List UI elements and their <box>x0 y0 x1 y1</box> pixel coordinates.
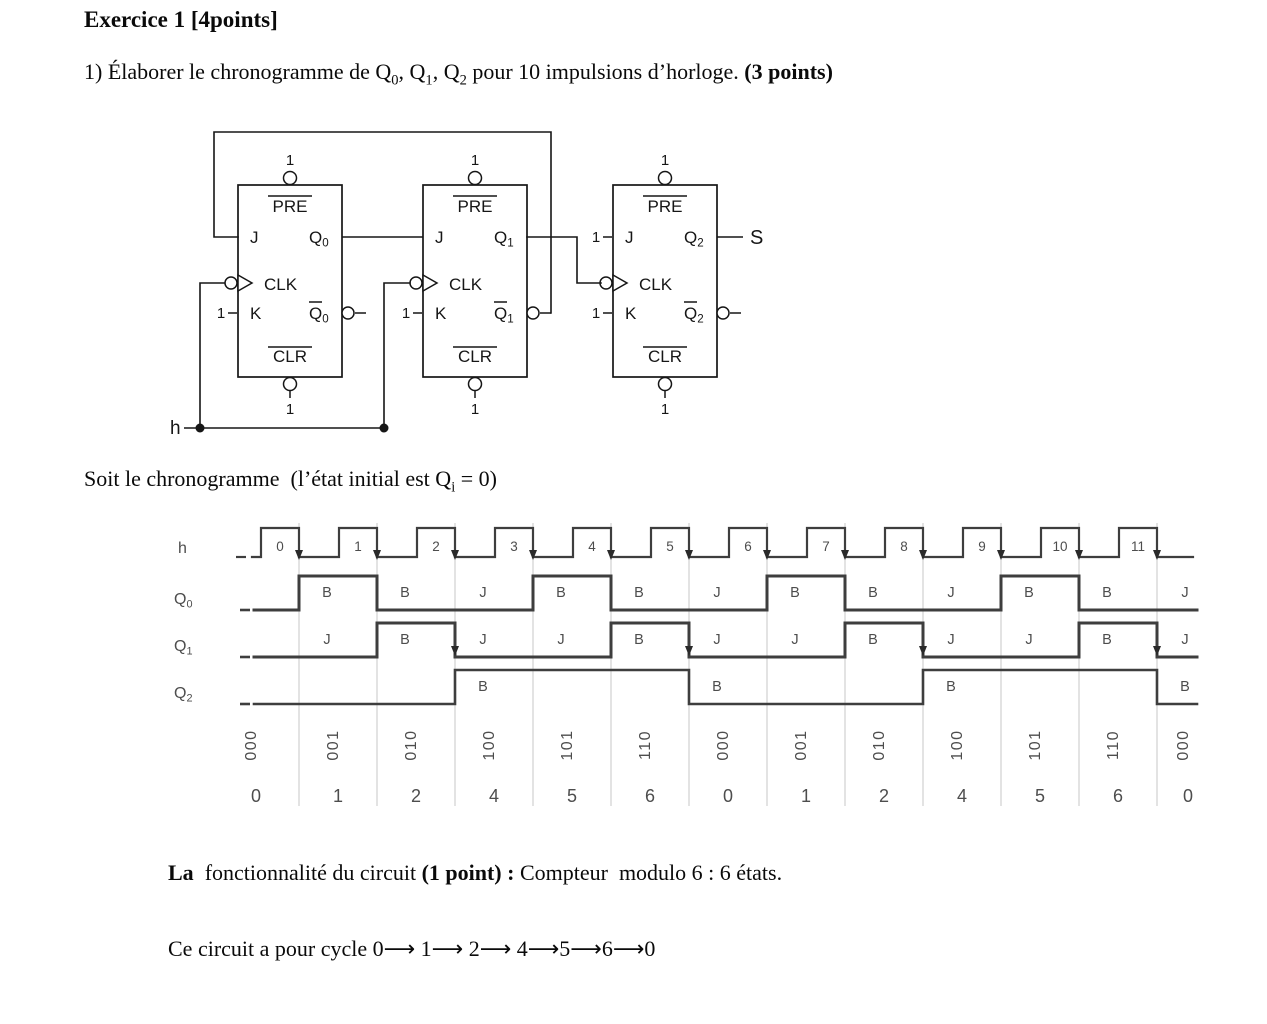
signal-Q1 <box>174 623 1197 658</box>
falling-edge-arrow <box>685 550 693 560</box>
falling-edge-arrow <box>685 646 693 656</box>
decimal-state-value: 5 <box>566 786 578 806</box>
svg-text:Q2: $Q_2$ <box>684 304 704 326</box>
svg-text:1: 1 <box>401 305 411 322</box>
decimal-state-value: 2 <box>410 786 422 806</box>
svg-text:B: B <box>634 632 644 648</box>
decimal-state-value: 1 <box>800 786 812 806</box>
svg-text:CLR: CLR <box>647 347 683 366</box>
svg-text:CLK: CLK <box>264 275 298 294</box>
binary-state-value: 001 <box>793 729 810 761</box>
decimal-state-value: 6 <box>1112 786 1124 806</box>
svg-text:J: J <box>557 632 565 648</box>
svg-text:J: J <box>479 632 487 648</box>
falling-edge-arrow <box>919 550 927 560</box>
svg-text:J: J <box>1181 585 1189 601</box>
binary-state-value: 110 <box>637 729 654 761</box>
svg-text:0: 0 <box>276 539 284 554</box>
falling-edge-arrow <box>451 646 459 656</box>
clock-h-label: h <box>170 418 181 439</box>
decimal-state-value: 6 <box>644 786 656 806</box>
svg-text:11: 11 <box>1130 539 1146 554</box>
svg-text:5: 5 <box>666 539 674 554</box>
falling-edge-arrow <box>529 550 537 560</box>
binary-state-value: 101 <box>559 729 576 761</box>
svg-text:1: 1 <box>285 401 295 418</box>
svg-text:B: B <box>1102 585 1112 601</box>
falling-edge-arrow <box>1075 550 1083 560</box>
jk-counter-circuit-diagram <box>150 118 830 443</box>
svg-text:B: B <box>322 585 332 601</box>
binary-state-value: 000 <box>1175 729 1192 761</box>
svg-text:B: B <box>790 585 800 601</box>
svg-text:CLR: CLR <box>457 347 493 366</box>
svg-text:8: 8 <box>900 539 908 554</box>
decimal-state-value: 4 <box>488 786 500 806</box>
svg-text:CLK: CLK <box>639 275 673 294</box>
binary-state-value: 010 <box>871 729 888 761</box>
binary-state-value: 001 <box>325 729 342 761</box>
chronogram-intro: Soit le chronogramme (l’état initial est $Q_i = 0$) <box>84 466 497 496</box>
svg-text:6: 6 <box>744 539 752 554</box>
svg-text:J: J <box>1181 632 1189 648</box>
svg-text:Q0: $Q_0$ <box>309 228 329 250</box>
binary-state-value: 100 <box>949 729 966 761</box>
falling-edge-arrow <box>607 550 615 560</box>
svg-text:4: 4 <box>588 539 596 554</box>
decimal-state-value: 0 <box>1182 786 1194 806</box>
svg-text:J: J <box>947 632 955 648</box>
svg-text:PRE: PRE <box>457 197 493 216</box>
svg-text:J: J <box>625 228 634 247</box>
svg-text:B: B <box>1180 679 1190 695</box>
svg-text:K: K <box>625 304 637 323</box>
svg-text:B: B <box>946 679 956 695</box>
svg-text:2: 2 <box>432 539 440 554</box>
falling-edge-arrow <box>997 550 1005 560</box>
cycle-line: Ce circuit a pour cycle 0⟶ 1⟶ 2⟶ 4⟶5⟶6⟶0 <box>168 936 656 961</box>
svg-text:J: J <box>713 585 721 601</box>
falling-edge-arrow <box>841 550 849 560</box>
svg-text:1: 1 <box>591 229 601 246</box>
svg-text:J: J <box>250 228 259 247</box>
svg-text:9: 9 <box>978 539 986 554</box>
svg-text:Q0: $Q_0$ <box>174 591 193 611</box>
signal-Q0 <box>174 576 1197 611</box>
svg-text:CLK: CLK <box>449 275 483 294</box>
falling-edge-arrow <box>295 550 303 560</box>
decimal-state-value: 0 <box>250 786 262 806</box>
chronogram-gridlines <box>299 523 1157 806</box>
binary-state-value: 000 <box>243 729 260 761</box>
svg-text:J: J <box>323 632 331 648</box>
svg-text:7: 7 <box>822 539 830 554</box>
svg-text:1: 1 <box>216 305 226 322</box>
svg-text:K: K <box>435 304 447 323</box>
svg-text:CLR: CLR <box>272 347 308 366</box>
falling-edge-arrow <box>451 550 459 560</box>
falling-edge-arrow <box>1153 646 1161 656</box>
svg-text:Q1: $Q_1$ <box>494 304 514 326</box>
svg-text:1: 1 <box>354 539 362 554</box>
binary-state-value: 000 <box>715 729 732 761</box>
svg-text:J: J <box>791 632 799 648</box>
svg-text:Q2: $Q_2$ <box>684 228 704 250</box>
svg-text:10: 10 <box>1052 539 1068 554</box>
svg-text:J: J <box>947 585 955 601</box>
svg-text:J: J <box>1025 632 1033 648</box>
svg-text:K: K <box>250 304 262 323</box>
binary-state-value: 110 <box>1105 729 1122 761</box>
svg-text:1: 1 <box>660 152 670 169</box>
signal-Q2 <box>174 670 1197 705</box>
svg-text:B: B <box>400 632 410 648</box>
binary-state-value: 100 <box>481 729 498 761</box>
decimal-state-value: 1 <box>332 786 344 806</box>
svg-text:B: B <box>400 585 410 601</box>
svg-text:J: J <box>479 585 487 601</box>
svg-text:3: 3 <box>510 539 518 554</box>
svg-text:J: J <box>713 632 721 648</box>
svg-text:Q0: $Q_0$ <box>309 304 329 326</box>
decimal-state-value: 0 <box>722 786 734 806</box>
svg-text:B: B <box>868 632 878 648</box>
svg-text:1: 1 <box>285 152 295 169</box>
state-values <box>243 729 1193 806</box>
svg-text:B: B <box>868 585 878 601</box>
question-1: 1) Élaborer le chronogramme de $Q_0$, $Q_1$, $Q_2$ pour 10 impulsions d’horloge. (3 points) <box>84 59 833 89</box>
falling-edge-arrow <box>1153 550 1161 560</box>
svg-text:B: B <box>712 679 722 695</box>
decimal-state-value: 5 <box>1034 786 1046 806</box>
jk-flipflop-2 <box>592 152 741 418</box>
jk-flipflop-1 <box>402 152 551 418</box>
jk-flipflop-0 <box>217 152 366 418</box>
decimal-state-value: 2 <box>878 786 890 806</box>
output-s-label: S <box>750 227 764 249</box>
binary-state-value: 010 <box>403 729 420 761</box>
svg-text:J: J <box>435 228 444 247</box>
falling-edge-arrow <box>919 646 927 656</box>
falling-edge-arrow <box>763 550 771 560</box>
svg-text:PRE: PRE <box>647 197 683 216</box>
svg-text:B: B <box>634 585 644 601</box>
svg-text:1: 1 <box>470 152 480 169</box>
binary-state-value: 101 <box>1027 729 1044 761</box>
svg-text:1: 1 <box>591 305 601 322</box>
exercise-title: Exercice 1 [4points] <box>84 7 278 32</box>
svg-text:Q1: $Q_1$ <box>494 228 514 250</box>
svg-text:Q1: $Q_1$ <box>174 638 193 658</box>
svg-text:B: B <box>1102 632 1112 648</box>
functionality-line: La fonctionnalité du circuit (1 point) : Compteur modulo 6 : 6 états. <box>168 860 783 885</box>
chronogram-timing-diagram <box>150 516 1220 812</box>
svg-text:1: 1 <box>660 401 670 418</box>
svg-text:1: 1 <box>470 401 480 418</box>
svg-text:PRE: PRE <box>272 197 308 216</box>
falling-edge-arrow <box>373 550 381 560</box>
svg-text:B: B <box>478 679 488 695</box>
svg-text:Q2: $Q_2$ <box>174 685 193 705</box>
svg-text:B: B <box>1024 585 1034 601</box>
signal-label-h: h <box>178 540 187 557</box>
decimal-state-value: 4 <box>956 786 968 806</box>
signal-h <box>178 528 1193 560</box>
svg-text:B: B <box>556 585 566 601</box>
